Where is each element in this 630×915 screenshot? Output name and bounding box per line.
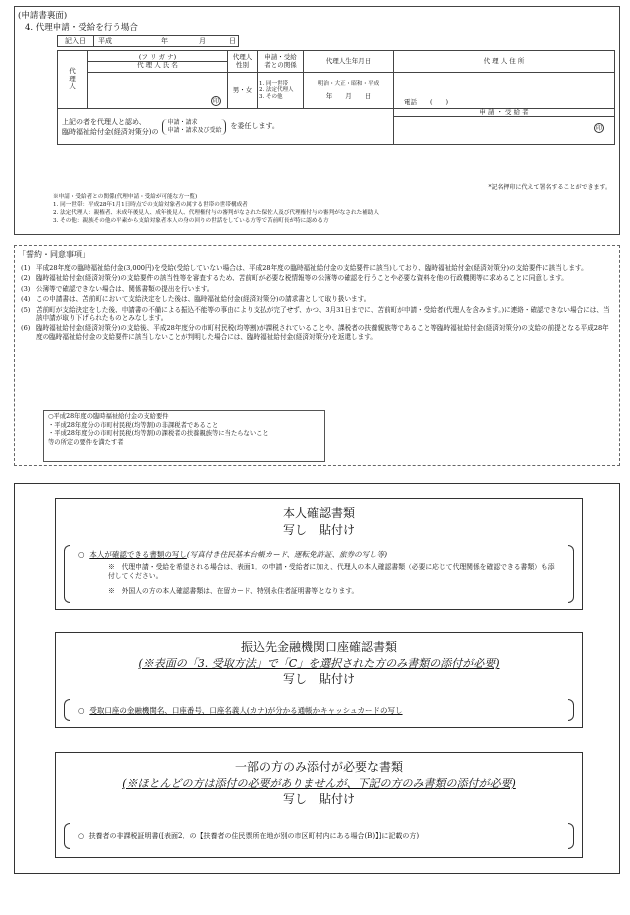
id-document-box[interactable]	[55, 498, 583, 610]
proxy-name-label: 代 理 人 氏 名	[137, 61, 178, 69]
proxy-name-field[interactable]	[88, 73, 228, 109]
relation-header: 申請・受給 者との関係	[258, 51, 304, 73]
bank-account-box[interactable]	[55, 632, 583, 728]
right-bracket	[568, 545, 574, 603]
relation-notes	[53, 193, 613, 225]
birth-field[interactable]	[304, 73, 394, 109]
proxy-application-section	[14, 6, 620, 235]
note-line: 1. 同一世帯：平成28年1月1日時点での支給対象者の属する世帯の世帯構成者	[53, 202, 248, 208]
id-doc-note2: ※ 外国人の方の本人確認書類は、在留カード、特別永住者証明書等となります。	[108, 587, 359, 595]
pledge-item: (1) 平成28年度の臨時福祉給付金(3,000円)を受給(受給していない場合は、平成28年度の臨時福祉給付金の支給要件に該当)しており、臨時福祉給付金(経済対策分)の支給要件に該当します。	[21, 264, 588, 272]
bank-doc-subtitle: 写し 貼付け	[282, 672, 355, 686]
pledge-item: (6) 臨時福祉給付金(経済対策分)の支給後、平成28年度分の市町村民税(均等割)が課税されていることや、課税者の扶養親族等であること等臨時福祉給付金(経済対策分)の支給の前提となる平成28年度の臨時福祉給付金の支給要件に該当しないことが判明した場合には、臨時福祉給付金(経済対策分)を返還します。	[21, 324, 609, 341]
condition-line: ・平成28年度分の市町村民税(均等割)の課税者の扶養親族等に当たらないこと	[48, 430, 269, 437]
right-bracket	[568, 699, 574, 721]
address-header: 代 理 人 住 所	[394, 51, 615, 73]
gender-header: 代理人 性別	[228, 51, 258, 73]
entry-date-year: 年	[161, 37, 168, 45]
pledge-item: (4) この申請書は、苫前町において支給決定をした後は、臨時福祉給付金(経済対策分)の請求書として取り扱います。	[21, 295, 371, 304]
bullet: ○	[78, 706, 85, 715]
condition-line: 等の所定の要件を満たす者	[48, 438, 124, 446]
conditions-box	[43, 410, 325, 462]
condition-line: ○平成28年度の臨時福祉給付金の支給要件	[48, 413, 169, 420]
delegation-tail: を委任します。	[230, 122, 279, 131]
furigana-label: (フ リ ガ ナ)	[88, 54, 227, 62]
optional-document-box[interactable]	[55, 752, 583, 858]
id-doc-subtitle: 写し 貼付け	[282, 523, 355, 537]
optional-doc-condition: (※ほとんどの方は添付の必要がありませんが、下記の方のみ書類の添付が必要)	[122, 777, 516, 790]
pledge-item: (5) 苫前町が支給決定をした後、申請書の不備による振込不能等の事由により支払が完了せず、かつ、3月31日までに、苫前町が申請・受給者(代理人を含みます。)に連絡・確認できない場合には、当該申請が取り下げられたものとみなします。	[21, 305, 610, 323]
optional-doc-item: 扶養者の非課税証明書([表面2．の【扶養者の住民票所在地が別の市区町村内にある場合(B)】]に記載の方)	[88, 832, 420, 840]
pledge-item: (2) 臨時福祉給付金(経済対策分)の支給要件の該当性等を審査するため、苫前町が必要な税情報等の公簿等の確認を行うことや必要な資料を他の行政機関等に求めることに同意します。	[21, 274, 568, 283]
bank-doc-item: 受取口座の金融機関名、口座番号、口座名義人(カナ)が分かる通帳かキャッシュカードの写し	[89, 706, 403, 715]
left-bracket	[64, 823, 70, 849]
pledge-title: 「誓約・同意事項」	[18, 250, 90, 259]
seal-mark: 印	[212, 98, 219, 105]
gender-options[interactable]: 男・女	[228, 73, 258, 109]
entry-date-month: 月	[199, 37, 206, 45]
birth-eras: 明治・大正・昭和・平成	[317, 80, 380, 87]
note-line: 2. 法定代理人：親権者、未成年後見人、成年後見人、代理権付与の審判がなされた保佐人及び代理権付与の審判がなされた補助人	[53, 210, 379, 216]
proxy-side-label: 代 理 人	[58, 51, 88, 109]
delegation-cell	[58, 109, 394, 145]
optional-doc-subtitle: 写し 貼付け	[282, 792, 355, 806]
id-doc-title: 本人確認書類	[282, 506, 355, 520]
pledge-consent-section	[14, 245, 620, 466]
applicant-label: 申 請 ・ 受 給 者	[394, 109, 614, 117]
id-doc-examples: (写真付き住民基本台帳カード、運転免許証、旅券の写し等)	[186, 550, 388, 559]
entry-date-day: 日	[229, 37, 236, 45]
address-field[interactable]	[394, 73, 615, 109]
bullet: ○	[78, 550, 85, 559]
entry-date-label: 記入日	[58, 36, 94, 46]
bullet: ○	[78, 832, 85, 840]
relation-options[interactable]: 1. 同一世帯 2. 法定代理人 3. その他	[258, 73, 304, 109]
bank-doc-condition: (※表面の「3. 受取方法」で「C」を選択された方のみ書類の添付が必要)	[138, 657, 500, 670]
note-line: 3. その他：親族その他の平素から支給対象者本人の身の回りの世話をしている方等で苫前町長が特に認める方	[53, 218, 329, 224]
left-bracket	[64, 699, 70, 721]
entry-date-row	[57, 35, 239, 47]
id-doc-main: 本人が確認できる書類の写し	[89, 550, 187, 559]
page-back-header: (申請書裏面)	[18, 11, 68, 21]
birth-header: 代理人生年月日	[304, 51, 394, 73]
applicant-cell[interactable]	[394, 109, 615, 145]
pledge-item: (3) 公簿等で確認できない場合は、関係書類の提出を行います。	[21, 284, 214, 293]
pledge-items	[21, 264, 615, 343]
proxy-name-header	[88, 51, 228, 73]
phone-label: 電話 ( )	[404, 97, 449, 106]
right-bracket	[568, 823, 574, 849]
applicant-seal: 印	[595, 125, 602, 133]
condition-line: ・平成28年度分の市町村民税(均等割)の非課税者であること	[48, 421, 219, 429]
note-line: ※申請・受給者との関係(代理申請・受給が可能な方一覧)	[53, 194, 198, 200]
delegation-options[interactable]: 申請・請求 申請・請求及び受給	[162, 119, 226, 135]
bank-doc-title: 振込先金融機関口座確認書類	[240, 640, 397, 654]
proxy-section-title: 4. 代理申請・受給を行う場合	[25, 23, 138, 33]
birth-ymd: 年 月 日	[325, 91, 372, 100]
delegation-text: 上記の者を代理人と認め、 臨時福祉給付金(経済対策分)の	[62, 117, 159, 136]
sign-note: *記名押印に代えて署名することができます。	[488, 184, 611, 191]
id-doc-note1: ※ 代理申請・受給を希望される場合は、表面1．の申請・受給者に加え、代理人の本人確認書類（必要に応じて代理関係を確認できる書類）も添付してください。	[108, 563, 555, 580]
optional-doc-title: 一部の方のみ添付が必要な書類	[234, 760, 403, 774]
proxy-info-table	[57, 50, 615, 145]
left-bracket	[64, 545, 70, 603]
attachment-section	[14, 483, 620, 874]
entry-date-era: 平成	[98, 37, 112, 45]
